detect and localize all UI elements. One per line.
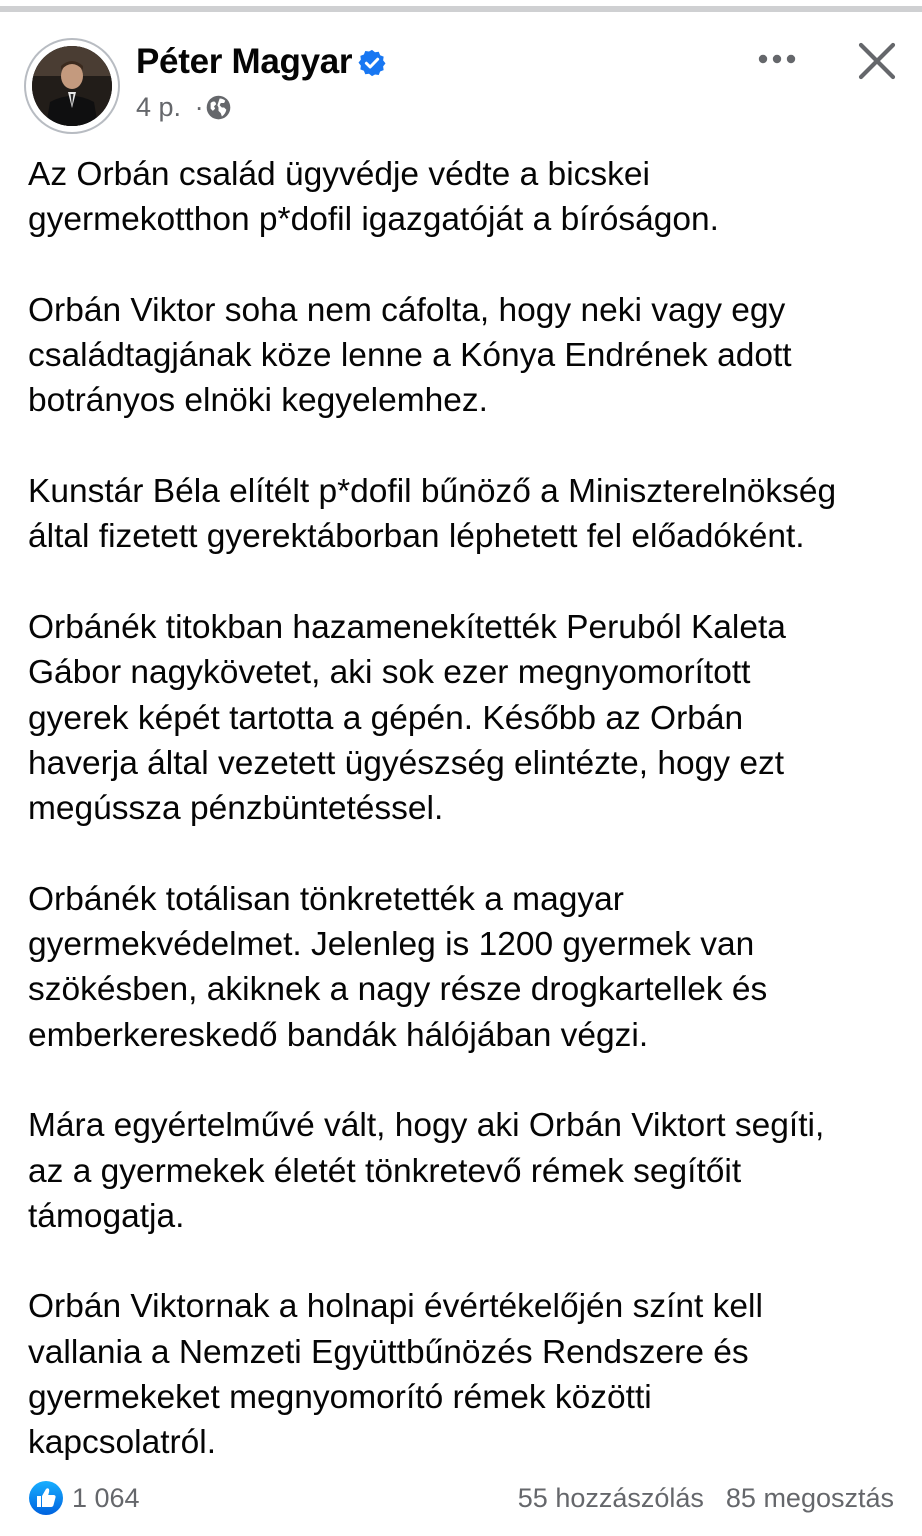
post-time[interactable]: 4 p. (136, 92, 182, 122)
post-paragraph: Orbánék titokban hazamenekítették Peruból Kaleta Gábor nagykövetet, aki sok ezer megnyomorított gyerek képét tartotta a gépén. Később az Orbán haverja által vezetett ügyészség elintézte, hogy ezt megússza pénzbüntetéssel. (28, 608, 786, 828)
post-paragraph: Orbán Viktornak a holnapi évértékelőjén színt kell vallania a Nemzeti Együttbűnözés Rendszere és gyermekeket megnyomorító rémek közötti kapcsolatról. (28, 1288, 763, 1462)
meta-separator: · (194, 92, 204, 122)
top-bar (0, 0, 922, 14)
post-paragraph: Orbán Viktor soha nem cáfolta, hogy neki vagy egy családtagjának köze lenne a Kónya Endrének adott botrányos elnöki kegyelemhez. (28, 291, 792, 420)
post-text (28, 152, 908, 1511)
author-name[interactable]: Péter Magyar (136, 42, 353, 81)
close-icon[interactable] (854, 38, 900, 84)
reaction-count[interactable]: 1 064 (72, 1483, 140, 1513)
post-paragraph: Orbánék totálisan tönkretették a magyar gyermekvédelmet. Jelenleg is 1200 gyermek van szökésben, akiknek a nagy része drogkartellek és emberkereskedő bandák hálójában végzi. (28, 880, 768, 1054)
post-header (0, 30, 922, 140)
verified-badge-icon (357, 48, 387, 78)
more-options-icon[interactable] (752, 44, 802, 74)
engagement-stats (518, 1483, 894, 1514)
post-paragraph: Az Orbán család ügyvédje védte a bicskei gyermekotthon p*dofil igazgatóját a bíróságon. (28, 156, 719, 239)
post-paragraph: Kunstár Béla elítélt p*dofil bűnöző a Miniszterelnökség által fizetett gyerektáborban léphetett fel előadóként. (28, 473, 837, 556)
like-icon[interactable] (28, 1480, 64, 1516)
post-paragraph: Mára egyértelművé vált, hogy aki Orbán Viktort segíti, az a gyermekek életét tönkretevő rémek segítőit támogatja. (28, 1107, 825, 1235)
share-count[interactable]: 85 megosztás (725, 1483, 894, 1513)
comment-count[interactable]: 55 hozzászólás (517, 1483, 704, 1513)
avatar-portrait (32, 46, 112, 126)
globe-icon[interactable] (205, 94, 232, 121)
top-divider (0, 6, 922, 12)
avatar-image (32, 46, 112, 126)
avatar[interactable] (26, 40, 118, 132)
post-footer (0, 1476, 922, 1526)
post-meta (136, 92, 204, 123)
